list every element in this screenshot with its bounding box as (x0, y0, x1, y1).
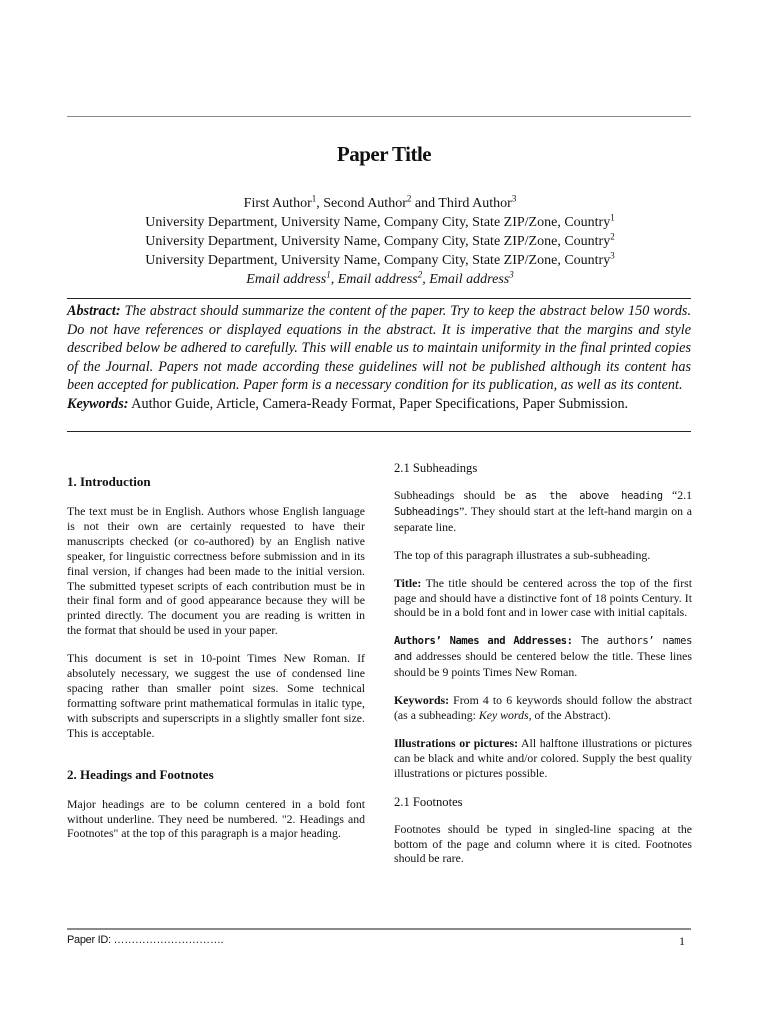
illustrations-paragraph: Illustrations or pictures: All halftone illustrations or pictures can be black and white and/or colored. Supply the best quality illustrations or pictures possible. (394, 735, 693, 780)
abstract-label: Abstract: (67, 303, 121, 319)
footer-rule (67, 928, 691, 930)
paper-title: Paper Title (336, 142, 432, 166)
author-emails: Email address$^1$, Email address$^2$, Email address$^3$ (246, 269, 514, 287)
headings-paragraph: Major headings are to be column centered in a bold font without underline. They need be numbered. "2. Headings and Footnotes" at the top of this paragraph is a major heading. (67, 796, 365, 841)
authors-paragraph: Authors’ Names and Addresses: The authors’ names and addresses should be centered below the title. These lines should be 9 points Times New Roman. (394, 635, 692, 680)
left-column (67, 474, 365, 854)
abstract-body (67, 302, 691, 395)
keywords-line (67, 395, 691, 414)
subheadings-paragraph: Subheadings should be as the above heading “2.1 Subheadings”. They should start at the left-hand margin on a separate line. (394, 488, 692, 534)
page-number: 1 (679, 934, 685, 948)
intro-paragraph-1: The text must be in English. Authors whose English language is not their own are certainly requested to have their manuscripts checked (or co-authored) by an English native speaker, for linguistic correctness before submission and in its final version, if changes had been made to the initial version. The submitted typeset scripts of each contribution must be in their final form and of good appearance because they will be printed directly. The document you are reading is written in the format that should be used in your paper. (67, 504, 365, 638)
intro-paragraph-2: This document is set in 10-point Times New Roman. If absolutely necessary, we suggest the use of condensed line spacing rather than smaller point sizes. Some technical formatting software print mathematical formulas in italic type, with subscripts and superscripts in a slightly smaller font size. This is acceptable. (67, 651, 365, 740)
abstract-top-rule (67, 298, 691, 299)
footnotes-paragraph: Footnotes should be typed in singled-line spacing at the bottom of the page and column where it is cited. Footnotes should be rare. (394, 821, 692, 866)
right-column (394, 460, 692, 879)
abstract-bottom-rule (67, 431, 691, 432)
author-names: First Author$^1$, Second Author$^2$ and Third Author$^3$ (243, 193, 517, 211)
footer-paper-id: Paper ID: …………………………. (67, 934, 224, 946)
keywords-paragraph: Keywords: From 4 to 6 keywords should follow the abstract (as a subheading: Key words, of the Abstract). (394, 693, 692, 722)
subheading-footnotes: 2.1 Footnotes (394, 794, 463, 809)
subsubheading-paragraph: The top of this paragraph illustrates a sub-subheading. (394, 547, 651, 562)
affiliation-2: University Department, University Name, Company City, State ZIP/Zone, Country$^2$ (145, 231, 615, 249)
section-heading-headings: 2. Headings and Footnotes (67, 766, 214, 782)
top-rule (67, 116, 691, 117)
affiliation-1: University Department, University Name, Company City, State ZIP/Zone, Country$^1$ (145, 212, 615, 230)
section-heading-introduction: 1. Introduction (67, 474, 151, 489)
subheading-subheadings: 2.1 Subheadings (394, 461, 478, 475)
keywords-text: Author Guide, Article, Camera-Ready Format, Paper Specifications, Paper Submission. (131, 395, 629, 412)
author-block (60, 194, 700, 289)
abstract (67, 302, 691, 413)
affiliation-3: University Department, University Name, Company City, State ZIP/Zone, Country$^3$ (145, 250, 615, 268)
keywords-label: Keywords: (67, 395, 129, 412)
title-paragraph: Title: The title should be centered across the top of the first page and should have a distinctive font of 18 points Century. It should be in a bold font and in lower case with initial capitals. (394, 575, 692, 620)
abstract-text: The abstract should summarize the content of the paper. Try to keep the abstract below 150 words. Do not have references or displayed equations in the abstract. It is imperative that the margins and style described below be adhered to carefully. This will enable us to maintain uniformity in the final printed copies of the Journal. Papers not made according these guidelines will not be published although its content has been accepted for publication. Paper form is a necessary condition for its publication, as well as its content. (67, 303, 692, 393)
